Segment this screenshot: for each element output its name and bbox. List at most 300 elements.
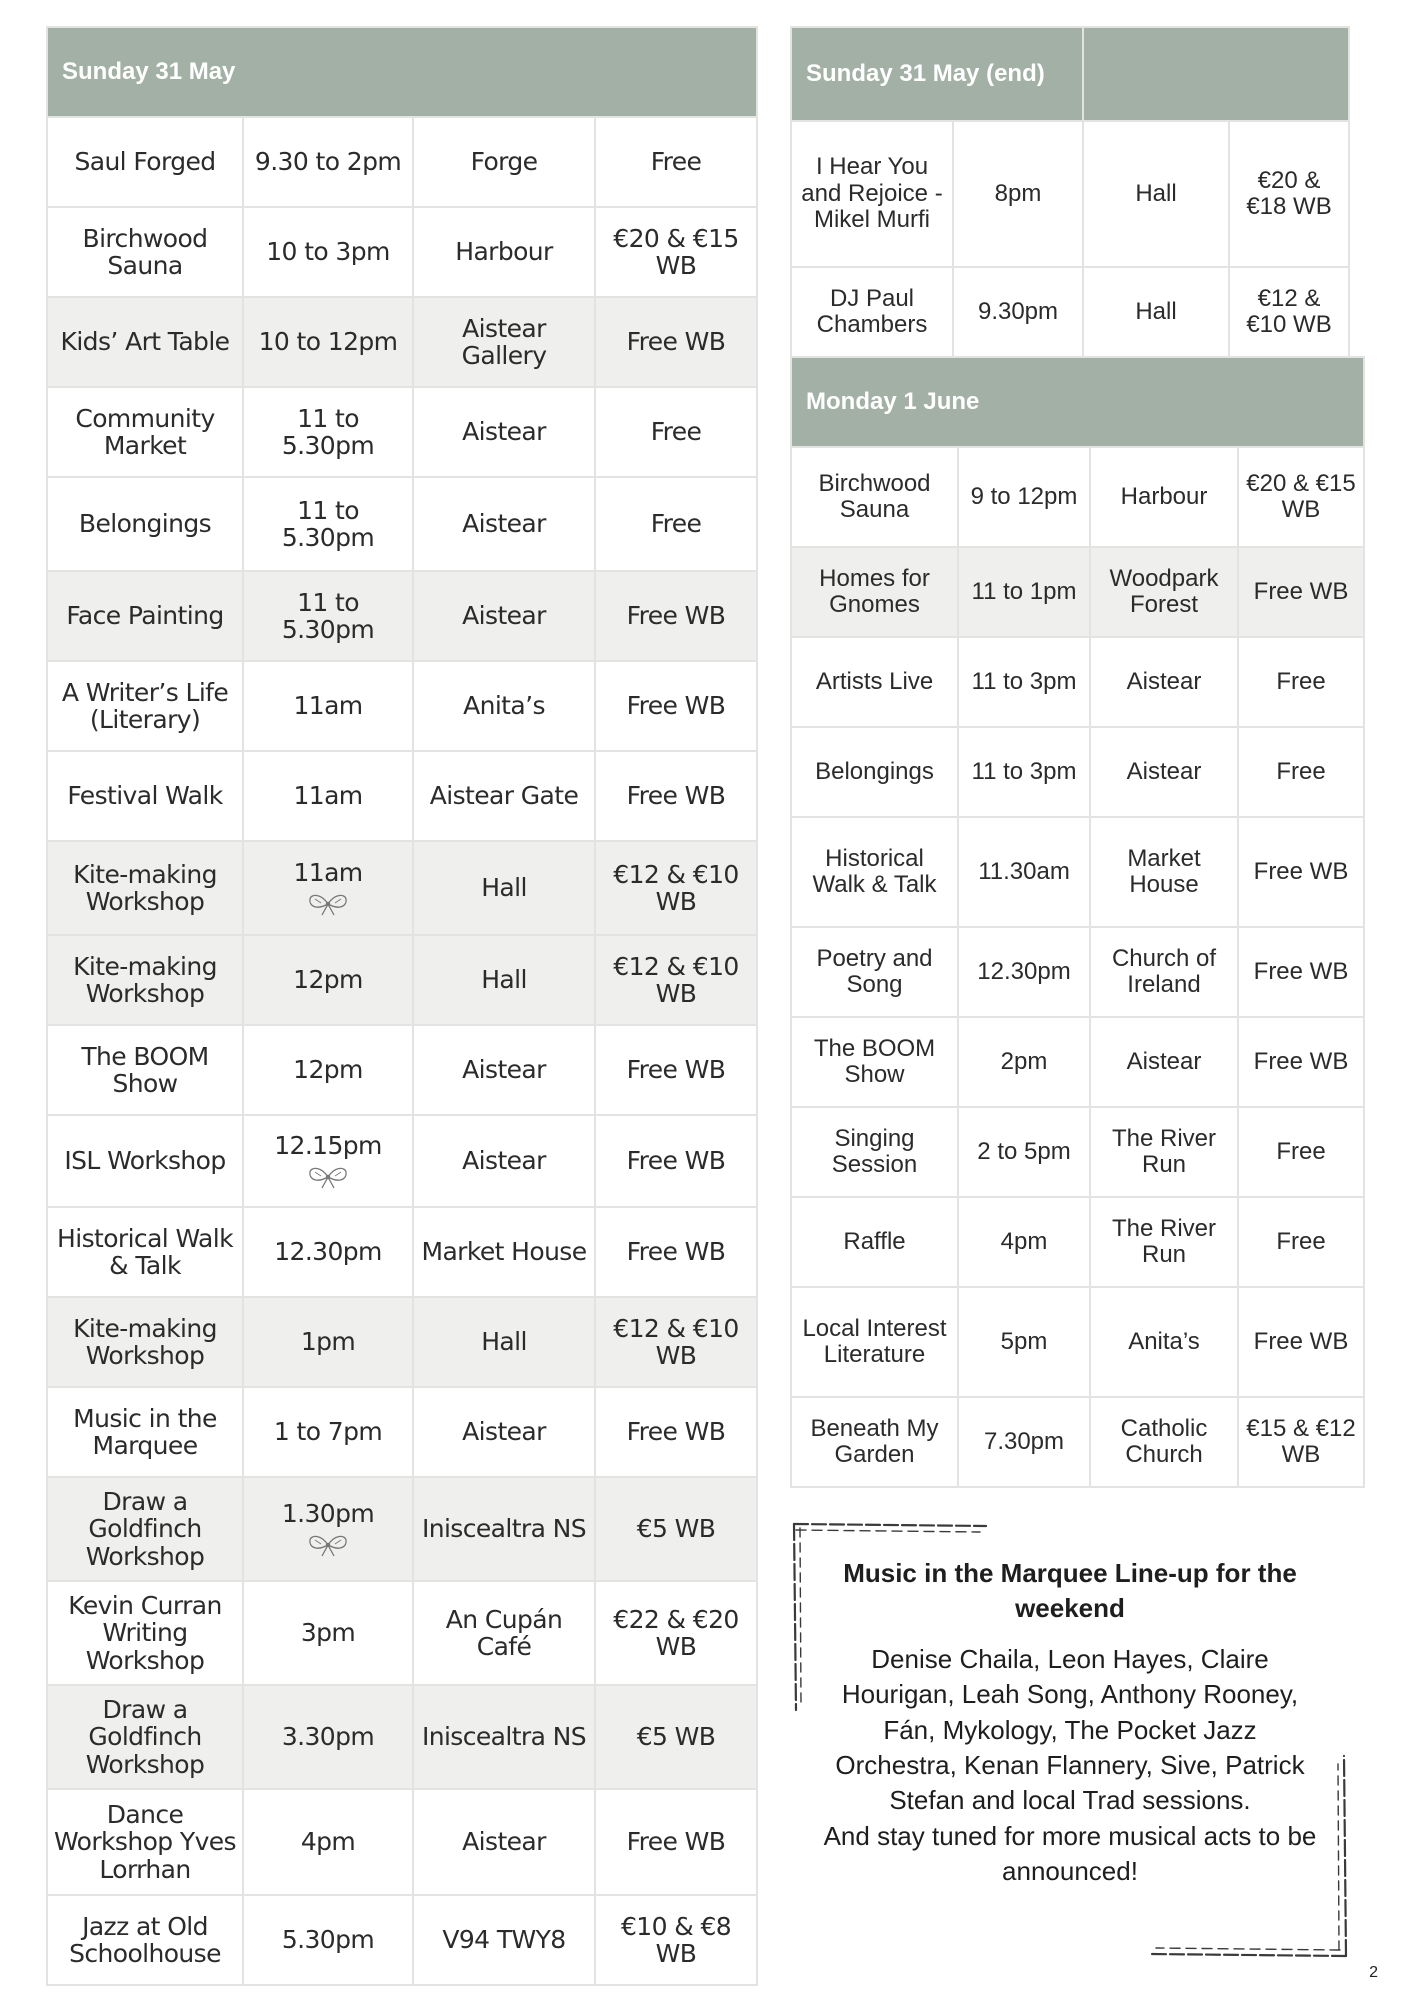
cell-price [1238, 1107, 1364, 1197]
venue-text: Aistear [462, 1146, 546, 1176]
cell-event [47, 1895, 243, 1985]
cell-event [791, 447, 958, 547]
cell-time [958, 447, 1090, 547]
cell-event [791, 267, 953, 357]
cell-time [953, 121, 1083, 267]
cell-price [595, 1477, 757, 1581]
cell-venue [413, 661, 595, 751]
venue-text: Hall [481, 965, 527, 995]
time-text: 9.30 to 2pm [254, 147, 402, 177]
price-text: Free WB [626, 1146, 726, 1176]
table-row [47, 1297, 757, 1387]
cell-venue [413, 117, 595, 207]
cell-price [595, 935, 757, 1025]
event-text: Historical Walk & Talk [57, 1223, 233, 1280]
price-text: Free WB [1253, 577, 1349, 605]
table-row [47, 1895, 757, 1985]
table-row [791, 1397, 1364, 1487]
time-text: 1.30pm [281, 1499, 375, 1529]
venue-text: Iniscealtra NS [421, 1514, 587, 1544]
cell-time [243, 1297, 413, 1387]
cell-venue [413, 841, 595, 935]
cell-price [595, 297, 757, 387]
cell-venue [413, 297, 595, 387]
cell-venue [413, 935, 595, 1025]
cell-price [595, 1387, 757, 1477]
venue-text: Aistear [462, 1417, 546, 1447]
cell-price [1238, 817, 1364, 927]
table-row [47, 571, 757, 661]
cell-event [47, 1387, 243, 1477]
time-text: 12.30pm [274, 1237, 382, 1267]
venue-text: The River Run [1111, 1214, 1217, 1268]
event-text: Belongings [815, 757, 934, 785]
price-text: Free WB [1253, 1047, 1349, 1075]
price-text: €15 & €12 WB [1246, 1414, 1356, 1468]
venue-text: Aistear [462, 509, 546, 539]
cell-event [47, 207, 243, 297]
cell-venue [413, 1297, 595, 1387]
table-row [47, 117, 757, 207]
cell-venue [413, 1025, 595, 1115]
cell-venue [1090, 927, 1238, 1017]
time-text: 12.15pm [274, 1131, 382, 1161]
venue-text: Anita’s [1128, 1327, 1200, 1355]
cell-time [243, 1025, 413, 1115]
table-row [47, 297, 757, 387]
time-text: 11 to 5.30pm [281, 495, 375, 552]
cell-price [1238, 727, 1364, 817]
price-text: Free WB [1253, 857, 1349, 885]
cell-time [958, 1397, 1090, 1487]
event-text: A Writer’s Life (Literary) [61, 677, 229, 734]
venue-text: Aistear Gallery [461, 313, 547, 370]
cell-event [47, 1297, 243, 1387]
cell-event [47, 117, 243, 207]
table-row [47, 207, 757, 297]
cell-venue [1090, 637, 1238, 727]
venue-text: Aistear [462, 601, 546, 631]
event-text: Kids’ Art Table [60, 327, 230, 357]
sunday-end-header-blank [1083, 27, 1349, 121]
cell-venue [1083, 267, 1229, 357]
cell-time [958, 547, 1090, 637]
cell-time [243, 1895, 413, 1985]
table-row [47, 1025, 757, 1115]
page-number: 2 [1369, 1964, 1378, 1981]
time-text: 12pm [293, 1055, 363, 1085]
sunday-end-rows [791, 121, 1349, 357]
cell-time [243, 1581, 413, 1685]
cell-event [791, 1197, 958, 1287]
event-text: Dance Workshop Yves Lorrhan [54, 1799, 236, 1884]
cell-venue [413, 1387, 595, 1477]
event-text: Local Interest Literature [802, 1314, 947, 1368]
cell-price [595, 571, 757, 661]
cell-event [791, 927, 958, 1017]
event-text: Kite-making Workshop [73, 859, 217, 916]
cell-venue [1090, 547, 1238, 637]
cell-price [595, 841, 757, 935]
cell-price [1229, 267, 1349, 357]
marquee-title: Music in the Marquee Line-up for the weekend [843, 1558, 1297, 1624]
event-text: Kite-making Workshop [73, 1313, 217, 1370]
price-text: €20 & €15 WB [1246, 469, 1356, 523]
event-text: Artists Live [815, 667, 934, 695]
event-text: Kevin Curran Writing Workshop [68, 1590, 222, 1675]
cell-event [47, 661, 243, 751]
cell-time [953, 267, 1083, 357]
cell-venue [413, 1895, 595, 1985]
cell-event [47, 571, 243, 661]
cell-venue [413, 1581, 595, 1685]
table-row [47, 1789, 757, 1895]
cell-event [47, 1789, 243, 1895]
cell-event [47, 1025, 243, 1115]
bow-icon [307, 1164, 349, 1190]
cell-price [595, 1297, 757, 1387]
cell-price [1238, 1287, 1364, 1397]
table-row [791, 1017, 1364, 1107]
cell-time [958, 1197, 1090, 1287]
time-text: 2 to 5pm [977, 1137, 1071, 1165]
event-text: Birchwood Sauna [82, 223, 208, 280]
cell-venue [1083, 121, 1229, 267]
venue-text: Aistear [462, 1055, 546, 1085]
cell-price [1238, 1397, 1364, 1487]
cell-time [243, 117, 413, 207]
cell-time [243, 571, 413, 661]
event-text: Beneath My Garden [810, 1414, 939, 1468]
price-text: €12 & €10 WB [613, 1313, 739, 1370]
price-text: €5 WB [636, 1722, 716, 1752]
cell-venue [1090, 1107, 1238, 1197]
venue-text: Market House [421, 1237, 587, 1267]
price-text: Free [650, 147, 702, 177]
cell-venue [1090, 1017, 1238, 1107]
table-row [791, 1107, 1364, 1197]
price-text: Free [650, 417, 702, 447]
event-text: I Hear You and Rejoice - Mikel Murfi [801, 153, 943, 234]
table-row [47, 751, 757, 841]
table-row [47, 661, 757, 751]
venue-text: Hall [1135, 179, 1177, 207]
time-text: 12pm [293, 965, 363, 995]
event-text: DJ Paul Chambers [816, 284, 928, 338]
marquee-lineup-box [790, 1520, 1350, 1960]
table-row [47, 1387, 757, 1477]
price-text: €20 & €15 WB [613, 223, 739, 280]
event-text: The BOOM Show [813, 1034, 936, 1088]
price-text: Free WB [626, 1237, 726, 1267]
cell-event [791, 1107, 958, 1197]
cell-event [791, 121, 953, 267]
cell-venue [413, 1477, 595, 1581]
cell-event [791, 817, 958, 927]
cell-price [595, 1685, 757, 1789]
marquee-footer: And stay tuned for more musical acts to be announced! [823, 1820, 1317, 1887]
table-row [791, 447, 1364, 547]
venue-text: Catholic Church [1120, 1414, 1208, 1468]
cell-event [47, 751, 243, 841]
price-text: Free WB [626, 1055, 726, 1085]
cell-price [595, 477, 757, 571]
time-text: 9.30pm [977, 297, 1059, 325]
cell-time [243, 1387, 413, 1477]
cell-price [595, 207, 757, 297]
price-text: Free [1276, 757, 1326, 785]
event-text: Poetry and Song [816, 944, 933, 998]
cell-event [791, 547, 958, 637]
venue-text: An Cupán Café [445, 1604, 563, 1661]
cell-time [243, 1685, 413, 1789]
price-text: Free WB [1253, 957, 1349, 985]
cell-event [791, 1287, 958, 1397]
price-text: €22 & €20 WB [613, 1604, 739, 1661]
event-text: The BOOM Show [81, 1041, 209, 1098]
cell-venue [413, 207, 595, 297]
time-text: 9 to 12pm [970, 482, 1078, 510]
cell-time [243, 751, 413, 841]
table-row [791, 267, 1349, 357]
time-text: 11 to 5.30pm [281, 403, 375, 460]
monday-schedule-table [790, 356, 1365, 1488]
cell-time [243, 1789, 413, 1895]
price-text: Free WB [626, 601, 726, 631]
venue-text: Anita’s [463, 691, 545, 721]
time-text: 5pm [1000, 1327, 1048, 1355]
cell-event [47, 935, 243, 1025]
cell-event [47, 841, 243, 935]
bow-icon [307, 891, 349, 917]
table-row [791, 547, 1364, 637]
time-text: 1 to 7pm [273, 1417, 383, 1447]
cell-time [243, 477, 413, 571]
price-text: €12 & €10 WB [613, 859, 739, 916]
event-text: Birchwood Sauna [818, 469, 931, 523]
event-text: Face Painting [66, 601, 224, 631]
price-text: Free [1276, 1227, 1326, 1255]
cell-price [595, 1581, 757, 1685]
cell-time [958, 637, 1090, 727]
venue-text: Aistear Gate [429, 781, 579, 811]
cell-venue [413, 1685, 595, 1789]
price-text: Free WB [626, 327, 726, 357]
sunday-header: Sunday 31 May [47, 27, 757, 117]
cell-price [595, 1207, 757, 1297]
time-text: 11am [293, 781, 363, 811]
monday-header: Monday 1 June [791, 357, 1364, 447]
cell-venue [413, 1115, 595, 1207]
table-row [47, 1207, 757, 1297]
venue-text: Aistear [1126, 667, 1202, 695]
cell-event [47, 387, 243, 477]
cell-event [47, 1115, 243, 1207]
table-row [47, 1115, 757, 1207]
cell-time [243, 841, 413, 935]
venue-text: Forge [470, 147, 538, 177]
table-row [47, 841, 757, 935]
event-text: Festival Walk [67, 781, 223, 811]
table-row [791, 637, 1364, 727]
venue-text: Aistear [462, 1827, 546, 1857]
time-text: 11am [293, 691, 363, 721]
venue-text: Aistear [462, 417, 546, 447]
cell-event [47, 1207, 243, 1297]
cell-time [958, 1017, 1090, 1107]
event-text: Draw a Goldfinch Workshop [85, 1694, 205, 1779]
time-text: 11 to 3pm [971, 667, 1077, 695]
cell-venue [413, 1207, 595, 1297]
cell-venue [1090, 447, 1238, 547]
time-text: 11.30am [978, 857, 1070, 885]
event-text: Belongings [78, 509, 212, 539]
table-row [791, 727, 1364, 817]
cell-venue [1090, 727, 1238, 817]
price-text: Free [1276, 1137, 1326, 1165]
event-text: ISL Workshop [64, 1146, 226, 1176]
table-row [791, 817, 1364, 927]
time-text: 7.30pm [983, 1427, 1065, 1455]
event-text: Raffle [843, 1227, 906, 1255]
price-text: Free WB [1253, 1327, 1349, 1355]
time-text: 11 to 5.30pm [281, 587, 375, 644]
time-text: 12.30pm [977, 957, 1071, 985]
cell-price [1238, 927, 1364, 1017]
price-text: €20 & €18 WB [1246, 166, 1332, 220]
monday-rows [791, 447, 1364, 1487]
sunday-schedule-table [46, 26, 758, 1986]
venue-text: Hall [1135, 297, 1177, 325]
venue-text: Harbour [1120, 482, 1208, 510]
marquee-lineup: Denise Chaila, Leon Hayes, Claire Hourigan, Leah Song, Anthony Rooney, Fán, Mykology, The Pocket Jazz Orchestra, Kenan Flannery, Sive, Patrick Stefan and local Trad sessions. [835, 1644, 1305, 1816]
cell-price [595, 1115, 757, 1207]
cell-price [1238, 1017, 1364, 1107]
venue-text: Woodpark Forest [1109, 564, 1219, 618]
cell-venue [413, 477, 595, 571]
venue-text: Market House [1127, 844, 1201, 898]
price-text: €5 WB [636, 1514, 716, 1544]
table-row [791, 121, 1349, 267]
venue-text: Harbour [455, 237, 553, 267]
time-text: 4pm [1000, 1227, 1048, 1255]
event-text: Music in the Marquee [73, 1403, 217, 1460]
event-text: Kite-making Workshop [73, 951, 217, 1008]
time-text: 11 to 3pm [971, 757, 1077, 785]
cell-price [595, 387, 757, 477]
cell-event [47, 477, 243, 571]
time-text: 3pm [300, 1618, 356, 1648]
event-text: Homes for Gnomes [819, 564, 930, 618]
time-text: 3.30pm [281, 1722, 375, 1752]
price-text: €12 & €10 WB [1246, 284, 1332, 338]
cell-price [595, 117, 757, 207]
cell-time [243, 1207, 413, 1297]
cell-venue [413, 571, 595, 661]
event-text: Historical Walk & Talk [812, 844, 937, 898]
table-row [47, 387, 757, 477]
cell-venue [1090, 1287, 1238, 1397]
cell-venue [413, 1789, 595, 1895]
cell-time [243, 387, 413, 477]
table-row [47, 477, 757, 571]
cell-price [595, 1789, 757, 1895]
cell-venue [413, 751, 595, 841]
event-text: Community Market [75, 403, 215, 460]
cell-time [958, 817, 1090, 927]
cell-price [1238, 637, 1364, 727]
cell-price [595, 661, 757, 751]
cell-time [243, 1115, 413, 1207]
price-text: €12 & €10 WB [613, 951, 739, 1008]
cell-price [595, 1025, 757, 1115]
venue-text: Church of Ireland [1111, 944, 1217, 998]
price-text: Free WB [626, 691, 726, 721]
time-text: 5.30pm [281, 1925, 375, 1955]
price-text: Free WB [626, 1417, 726, 1447]
table-row [47, 935, 757, 1025]
table-row [791, 1287, 1364, 1397]
time-text: 1pm [300, 1327, 356, 1357]
table-row [47, 1581, 757, 1685]
venue-text: Hall [481, 1327, 527, 1357]
cell-time [243, 207, 413, 297]
marquee-body [820, 1642, 1320, 1890]
cell-price [1238, 447, 1364, 547]
cell-event [791, 727, 958, 817]
time-text: 10 to 12pm [258, 327, 398, 357]
table-row [791, 1197, 1364, 1287]
cell-event [791, 1397, 958, 1487]
table-row [791, 927, 1364, 1017]
price-text: €10 & €8 WB [620, 1911, 732, 1968]
cell-price [1238, 1197, 1364, 1287]
venue-text: Aistear [1126, 1047, 1202, 1075]
cell-event [791, 1017, 958, 1107]
sunday-end-header: Sunday 31 May (end) [791, 27, 1083, 121]
sunday-rows [47, 117, 757, 1985]
event-text: Saul Forged [74, 147, 216, 177]
cell-time [243, 297, 413, 387]
cell-time [958, 1287, 1090, 1397]
cell-price [595, 751, 757, 841]
time-text: 11am [293, 858, 363, 888]
time-text: 10 to 3pm [266, 237, 390, 267]
cell-venue [1090, 1397, 1238, 1487]
price-text: Free WB [626, 781, 726, 811]
venue-text: V94 TWY8 [442, 1925, 566, 1955]
sunday-end-schedule-table [790, 26, 1350, 358]
time-text: 4pm [300, 1827, 356, 1857]
cell-price [1238, 547, 1364, 637]
event-text: Draw a Goldfinch Workshop [85, 1486, 205, 1571]
cell-venue [413, 387, 595, 477]
event-text: Singing Session [831, 1124, 918, 1178]
cell-time [243, 661, 413, 751]
venue-text: The River Run [1111, 1124, 1217, 1178]
venue-text: Iniscealtra NS [421, 1722, 587, 1752]
cell-event [47, 1581, 243, 1685]
cell-time [958, 927, 1090, 1017]
cell-venue [1090, 817, 1238, 927]
cell-time [958, 1107, 1090, 1197]
time-text: 8pm [994, 179, 1042, 207]
cell-time [243, 1477, 413, 1581]
cell-price [595, 1895, 757, 1985]
time-text: 2pm [1000, 1047, 1048, 1075]
time-text: 11 to 1pm [971, 577, 1077, 605]
venue-text: Hall [481, 873, 527, 903]
